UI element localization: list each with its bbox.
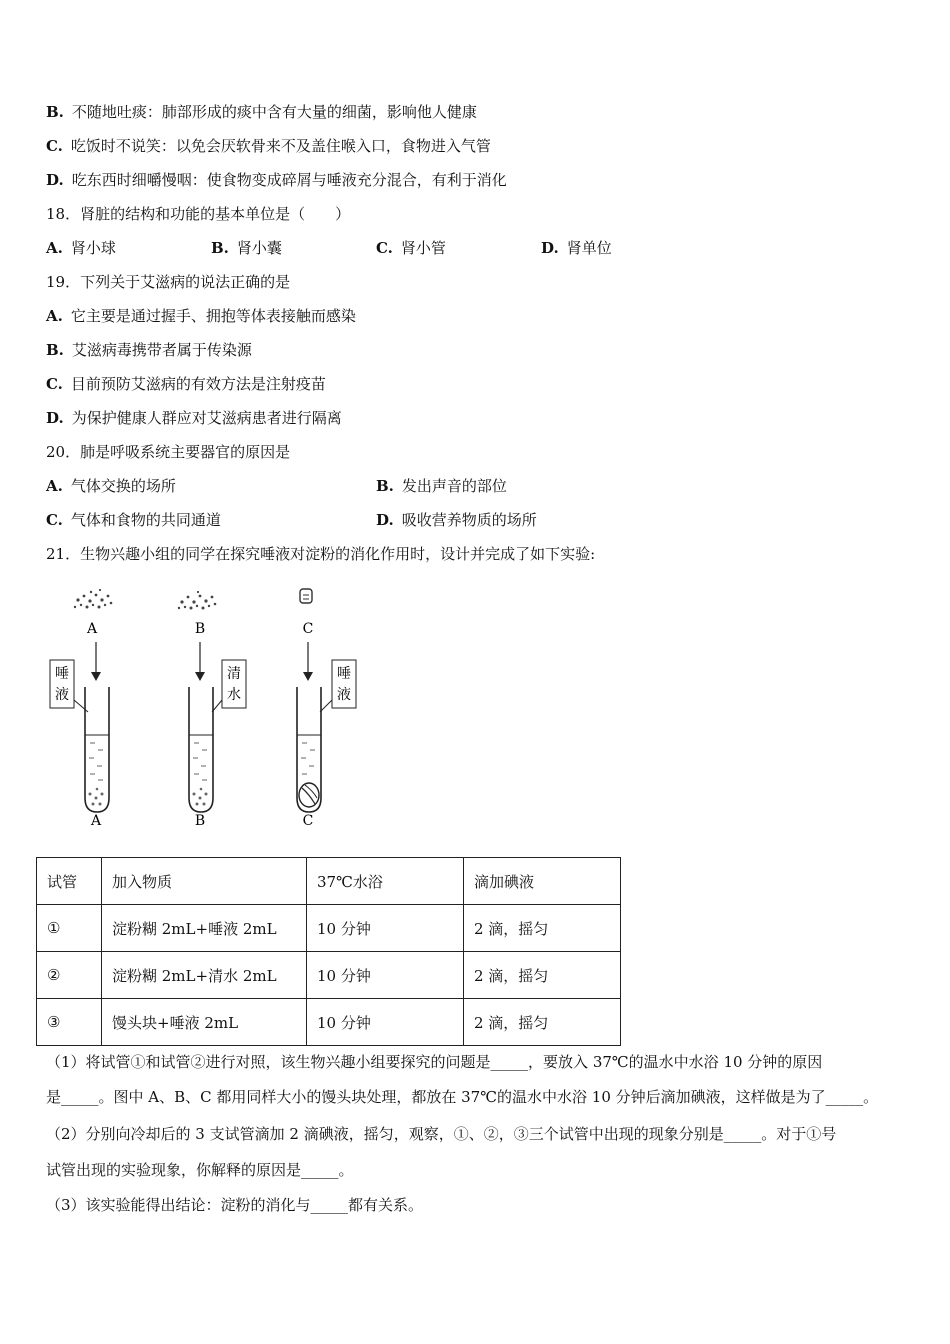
q18-stem: 18．肾脏的结构和功能的基本单位是（ ） (46, 205, 351, 223)
q19-stem: 19．下列关于艾滋病的说法正确的是 (46, 273, 291, 291)
q20-option-c: C. 气体和食物的共同通道 (46, 511, 221, 529)
tube-a-liquid-label-2: 液 (55, 687, 69, 703)
table-header-cell: 加入物质 (102, 858, 307, 905)
q17-option-d: D. 吃东西时细嚼慢咽：使食物变成碎屑与唾液充分混合，有利于消化 (46, 171, 507, 189)
tube-b-top-label: B (194, 621, 206, 637)
table-header-cell: 滴加碘液 (464, 858, 621, 905)
test-tube-b-assembly (178, 591, 246, 829)
q21-stem: 21．生物兴趣小组的同学在探究唾液对淀粉的消化作用时，设计并完成了如下实验: (46, 545, 596, 563)
q18-option-d: D. 肾单位 (541, 239, 612, 257)
table-cell: 淀粉糊 2mL+清水 2mL (102, 952, 307, 999)
table-cell: 10 分钟 (307, 905, 464, 952)
table-cell: 10 分钟 (307, 952, 464, 999)
table-cell: ② (37, 952, 102, 999)
tube-b-bottom-label: B (194, 813, 206, 829)
table-cell: ① (37, 905, 102, 952)
tube-a-top-label: A (86, 621, 98, 637)
q20-option-d: D. 吸收营养物质的场所 (376, 511, 537, 529)
q19-option-a: A. 它主要是通过握手、拥抱等体表接触而感染 (46, 307, 356, 325)
table-row (37, 999, 621, 1046)
bread-block-icon (300, 589, 312, 603)
q21-sub2-line2: 试管出现的实验现象，你解释的原因是_____。 (46, 1161, 354, 1179)
table-cell: 馒头块+唾液 2mL (102, 999, 307, 1046)
tube-a-liquid-label-1: 唾 (55, 666, 69, 682)
table-cell: 2 滴，摇匀 (464, 999, 621, 1046)
q17-option-b: B. 不随地吐痰：肺部形成的痰中含有大量的细菌，影响他人健康 (46, 103, 477, 121)
table-cell: 2 滴，摇匀 (464, 952, 621, 999)
crumb-pile-icon (178, 591, 217, 610)
q21-sub3: （3）该实验能得出结论：淀粉的消化与_____都有关系。 (46, 1196, 424, 1214)
q21-sub1-line2: 是_____。图中 A、B、C 都用同样大小的馒头块处理，都放在 37℃的温水中水浴 10 分钟后滴加碘液，这样做是为了_____。 (46, 1088, 879, 1106)
experiment-table (36, 857, 621, 1046)
q19-option-d: D. 为保护健康人群应对艾滋病患者进行隔离 (46, 409, 342, 427)
q21-sub2-line1: （2）分别向冷却后的 3 支试管滴加 2 滴碘液，摇匀，观察，①、②，③三个试管中出现的现象分别是_____。对于①号 (46, 1125, 837, 1143)
tube-c-bottom-label: C (302, 813, 314, 829)
q20-stem: 20．肺是呼吸系统主要器官的原因是 (46, 443, 291, 461)
test-tube-a-assembly (50, 589, 112, 829)
tube-a-bottom-label: A (90, 813, 102, 829)
table-row (37, 905, 621, 952)
test-tube-a (85, 687, 109, 812)
table-cell: 10 分钟 (307, 999, 464, 1046)
q19-option-c: C. 目前预防艾滋病的有效方法是注射疫苗 (46, 375, 326, 393)
q20-option-a: A. 气体交换的场所 (46, 477, 176, 495)
test-tube-c-assembly (297, 589, 356, 829)
table-header-row (37, 858, 621, 905)
q18-option-c: C. 肾小管 (376, 239, 446, 257)
q18-option-a: A. 肾小球 (46, 239, 116, 257)
experiment-figure (40, 580, 380, 830)
tube-c-top-label: C (302, 621, 314, 637)
tube-c-liquid-label-2: 液 (337, 687, 351, 703)
q21-sub1-line1: （1）将试管①和试管②进行对照，该生物兴趣小组要探究的问题是_____，要放入 37℃的温水中水浴 10 分钟的原因 (46, 1053, 823, 1071)
q19-option-b: B. 艾滋病毒携带者属于传染源 (46, 341, 252, 359)
table-cell: 2 滴，摇匀 (464, 905, 621, 952)
tube-c-liquid-label-1: 唾 (337, 666, 351, 682)
table-header-cell: 37℃水浴 (307, 858, 464, 905)
table-cell: 淀粉糊 2mL+唾液 2mL (102, 905, 307, 952)
test-tube-b (189, 687, 213, 812)
tube-b-liquid-label-2: 水 (227, 687, 241, 703)
tube-b-liquid-label-1: 清 (227, 666, 241, 682)
q20-option-b: B. 发出声音的部位 (376, 477, 507, 495)
table-row (37, 952, 621, 999)
bread-block-in-tube-icon (299, 783, 319, 807)
q18-option-b: B. 肾小囊 (211, 239, 282, 257)
table-cell: ③ (37, 999, 102, 1046)
q17-option-c: C. 吃饭时不说笑：以免会厌软骨来不及盖住喉入口，食物进入气管 (46, 137, 491, 155)
crumb-pile-icon (74, 589, 112, 609)
table-header-cell: 试管 (37, 858, 102, 905)
